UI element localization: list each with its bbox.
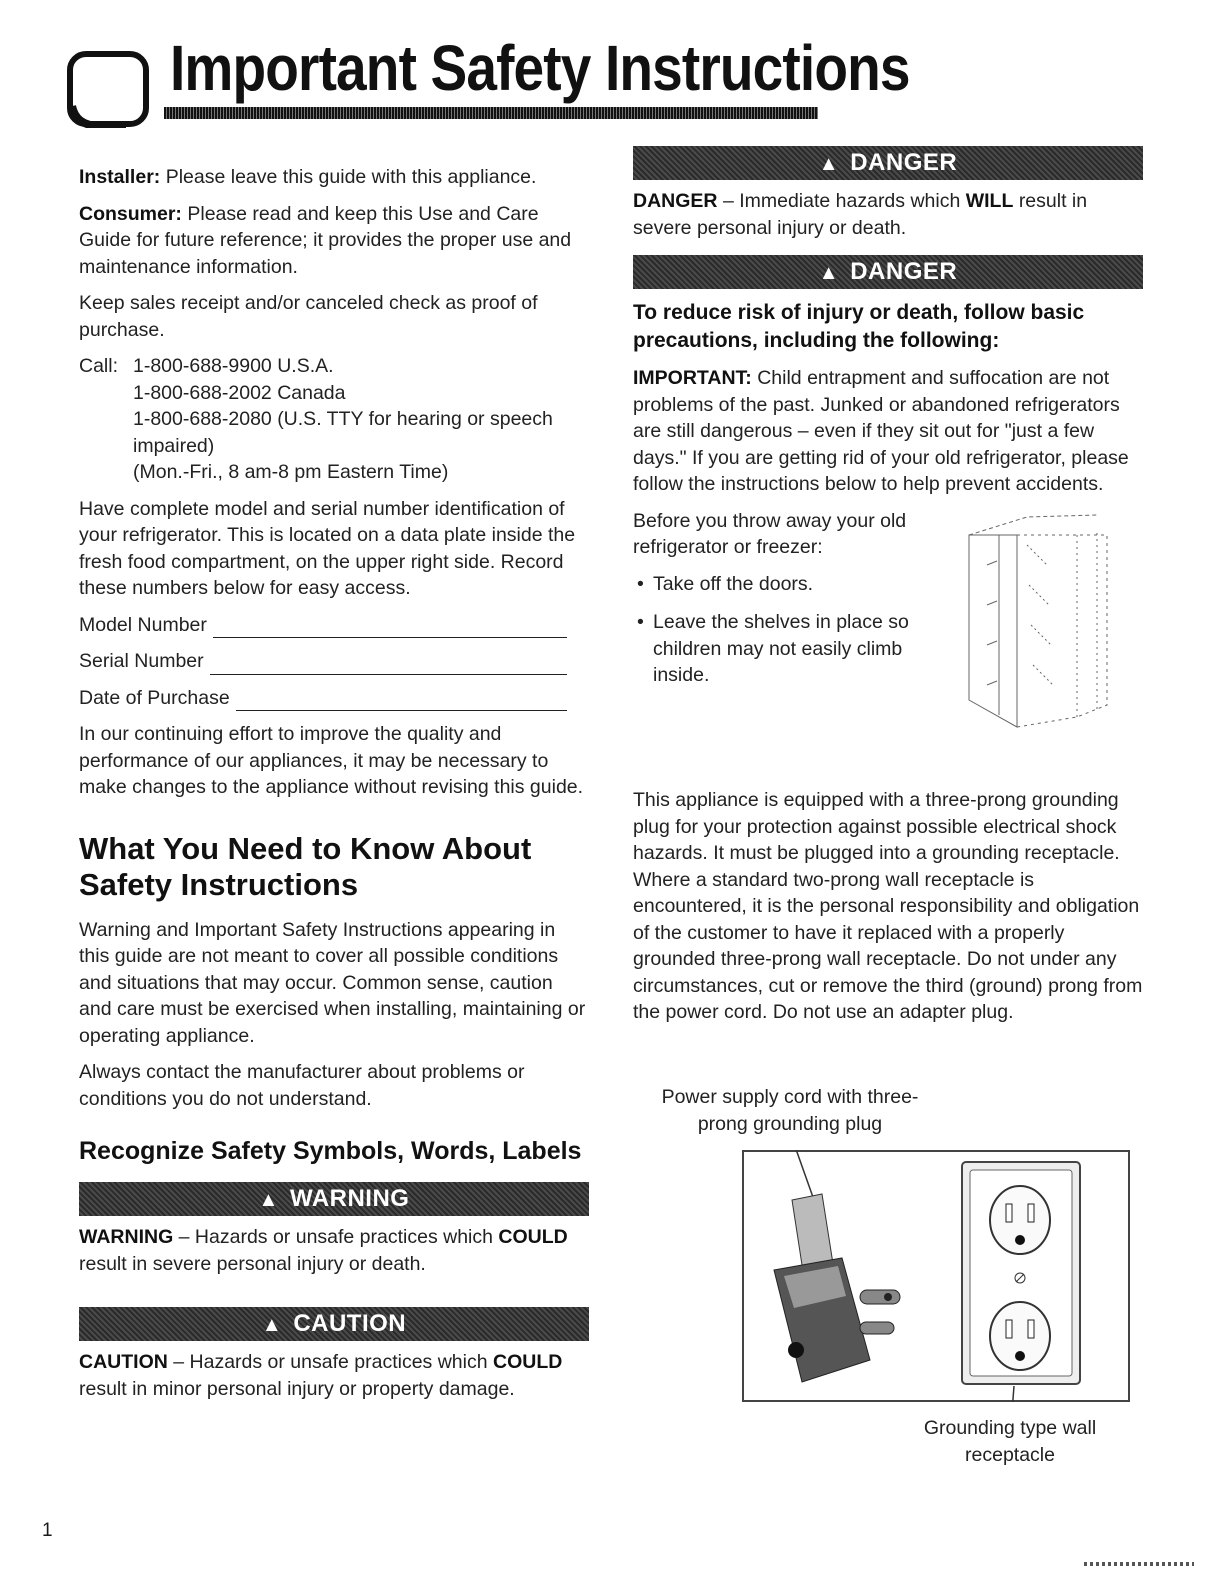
caution-label: CAUTION [79,1351,168,1373]
model-number-field [79,612,589,639]
warning-triangle-icon: ▲ [818,262,840,284]
danger-text: result in severe personal injury or death. [633,190,1088,239]
precaution-list [633,571,943,689]
field-label: Date of Purchase [79,686,230,709]
banner-label: CAUTION [293,1310,407,1337]
banner-label: WARNING [289,1185,410,1212]
purchase-date-field [79,685,589,712]
phone-canada: 1-800-688-2002 Canada [133,381,346,404]
danger-text: – Immediate hazards which [722,190,961,212]
danger-banner [633,255,1143,289]
important-text: Child entrapment and suffocation are not problems of the past. Junked or abandoned refrigerators are still dangerous – even if they sit out for "just a few days." If you are getting rid of your old refrigerator, please follow the instructions below to help prevent accidents. [633,367,1129,495]
field-label: Serial Number [79,650,204,672]
danger-definition [633,188,1143,241]
call-label: Call: [79,355,119,377]
danger-banner [633,146,1143,180]
caution-definition [79,1349,589,1402]
blank-line [236,690,567,711]
will-label: WILL [965,190,1014,212]
important-note [633,365,1143,498]
left-column [79,164,589,1412]
installer-text: Please leave this guide with this appliance. [165,166,537,188]
call-hours: (Mon.-Fri., 8 am-8 pm Eastern Time) [133,461,449,483]
warning-text: – Hazards or unsafe practices which [178,1226,493,1248]
field-label: Model Number [79,613,207,636]
warning-text: result in severe personal injury or death. [79,1252,426,1275]
warning-triangle-icon: ▲ [258,1189,279,1211]
banner-label: DANGER [850,149,958,176]
could-label: COULD [493,1351,563,1373]
list-item: • Take off the doors. [653,571,943,598]
reduce-risk-heading: To reduce risk of injury or death, follow basic precautions, including the following: [633,301,1085,352]
consumer-note [79,201,589,281]
installer-label: Installer: [79,166,161,188]
receipt-note: Keep sales receipt and/or canceled check as proof of purchase. [79,292,538,341]
serial-number-field [79,648,589,675]
caution-text: result in minor personal injury or property damage. [79,1377,515,1400]
caution-banner [79,1307,589,1341]
plug-receptacle-illustration [742,1150,1130,1402]
page-number: 1 [42,1520,53,1541]
important-label: IMPORTANT: [633,367,752,389]
banner-label: DANGER [850,258,958,285]
phone-tty: 1-800-688-2080 (U.S. TTY for hearing or speech impaired) [133,408,553,457]
danger-label: DANGER [633,190,718,212]
before-throw-text: Before you throw away your old refrigerator or freezer: [633,509,907,558]
title-underline [164,107,818,119]
caution-text: – Hazards or unsafe practices which [173,1351,488,1373]
consumer-label: Consumer: [79,202,182,225]
receptacle-caption: Grounding type wall receptacle [923,1417,1097,1466]
blank-line [213,617,567,638]
warning-triangle-icon: ▲ [261,1314,283,1336]
model-info: Have complete model and serial number identification of your refrigerator. This is located on a data plate inside the fresh food compartment, on the upper right side. Record these numbers below for easy access. [79,497,576,599]
checkbox-icon [66,50,150,128]
call-block [79,353,589,486]
improve-note: In our continuing effort to improve the quality and performance of our appliances, it may be necessary to make changes to the appliance without revising this guide. [79,723,584,798]
footer-dots [1084,1562,1194,1566]
warning-label: WARNING [79,1226,174,1248]
list-item: • Leave the shelves in place so children may not easily climb inside. [653,609,943,689]
consumer-text: Please read and keep this Use and Care Guide for future reference; it provides the proper use and maintenance information. [79,202,572,278]
refrigerator-illustration [957,505,1117,740]
blank-line [210,654,567,675]
warning-banner [79,1182,589,1216]
warning-triangle-icon: ▲ [818,153,840,175]
section-paragraph-2: Always contact the manufacturer about problems or conditions you do not understand. [79,1061,525,1110]
warning-definition [79,1224,589,1277]
installer-note [79,164,589,191]
could-label: COULD [498,1226,568,1248]
page-title: Important Safety Instructions [170,32,910,104]
section-paragraph-1: Warning and Important Safety Instructions appearing in this guide are not meant to cover all possible conditions and situations that may occur. Common sense, caution and care must be exercised when installing, maintaining or operating appliance. [79,918,586,1047]
phone-us: 1-800-688-9900 U.S.A. [133,355,334,377]
grounding-paragraph: This appliance is equipped with a three-prong grounding plug for your protection against possible electrical shock hazards. It must be plugged into a grounding receptacle. Where a standard two-prong wall receptacle is encountered, it is the personal responsibility and obligation of the customer to have it replaced with a properly grounded three-prong wall receptacle. Do not under any circumstances, cut or remove the third (ground) prong from the power cord. Do not use an adapter plug. [633,789,1143,1023]
section-heading: What You Need to Know About Safety Instructions [79,830,532,902]
subsection-heading: Recognize Safety Symbols, Words, Labels [79,1137,582,1165]
cord-caption: Power supply cord with three-prong grounding plug [661,1086,919,1135]
